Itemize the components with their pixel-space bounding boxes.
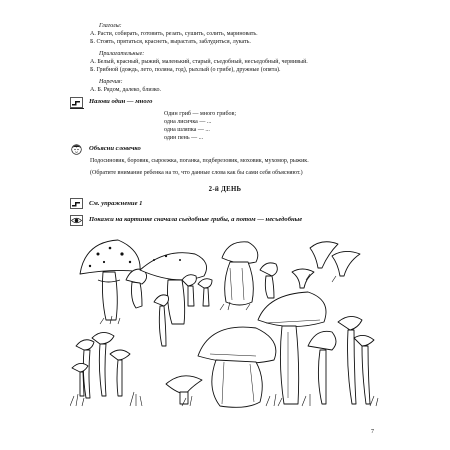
icon-underline bbox=[70, 108, 84, 109]
adverbs-label: Наречия: bbox=[99, 79, 123, 85]
task-one-many-title: Назови один — много bbox=[89, 98, 153, 105]
one-many-line: одна шляпка — ... bbox=[164, 127, 210, 133]
task-picture-title: Покажи на картинке сначала съедобные грибы, а потом — несъедобные bbox=[89, 216, 303, 223]
page-number: 7 bbox=[371, 429, 374, 435]
adjectives-b: Б. Грибной (дождь, лето, поляна, год), рыхлый (о грибе), дружные (опята). bbox=[90, 67, 281, 73]
mushroom-illustration bbox=[70, 228, 380, 408]
child-face-icon bbox=[70, 143, 83, 154]
hand-pointing-icon bbox=[70, 198, 83, 209]
one-many-line: одна лисичка — ... bbox=[164, 119, 212, 125]
adjectives-label: Прилагательные: bbox=[99, 51, 145, 57]
exercise-ref-title: См. упражнение 1 bbox=[89, 200, 143, 207]
one-many-line: один пень — ... bbox=[164, 135, 204, 141]
verbs-label: Глаголы: bbox=[99, 23, 122, 29]
adjectives-a: А. Белый, красный, рыжий, маленький, старый, съедобный, несъедобный, червивый. bbox=[90, 59, 308, 65]
verbs-a: А. Расти, собирать, готовить, резать, сушить, солить, мариновать. bbox=[90, 31, 258, 37]
explain-note: (Обратите внимание ребенка на то, что данные слова как бы сами себя объясняют.) bbox=[90, 170, 303, 176]
day-title: 2-й ДЕНЬ bbox=[208, 186, 242, 193]
one-many-line: Один гриб — много грибов; bbox=[164, 111, 236, 117]
adverbs-ab: А. Б. Рядом, далеко, близко. bbox=[90, 87, 162, 93]
hand-pointing-icon bbox=[70, 97, 83, 108]
verbs-b: Б. Стоять, прятаться, краснеть, вырастать, заблудиться, лукать. bbox=[90, 39, 251, 45]
explain-words: Подосиновик, боровик, сыроежка, поганка, подберезовик, моховик, мухомор, рыжик. bbox=[90, 158, 309, 164]
eye-icon bbox=[70, 215, 83, 226]
task-explain-title: Объясни словечко bbox=[89, 145, 141, 152]
